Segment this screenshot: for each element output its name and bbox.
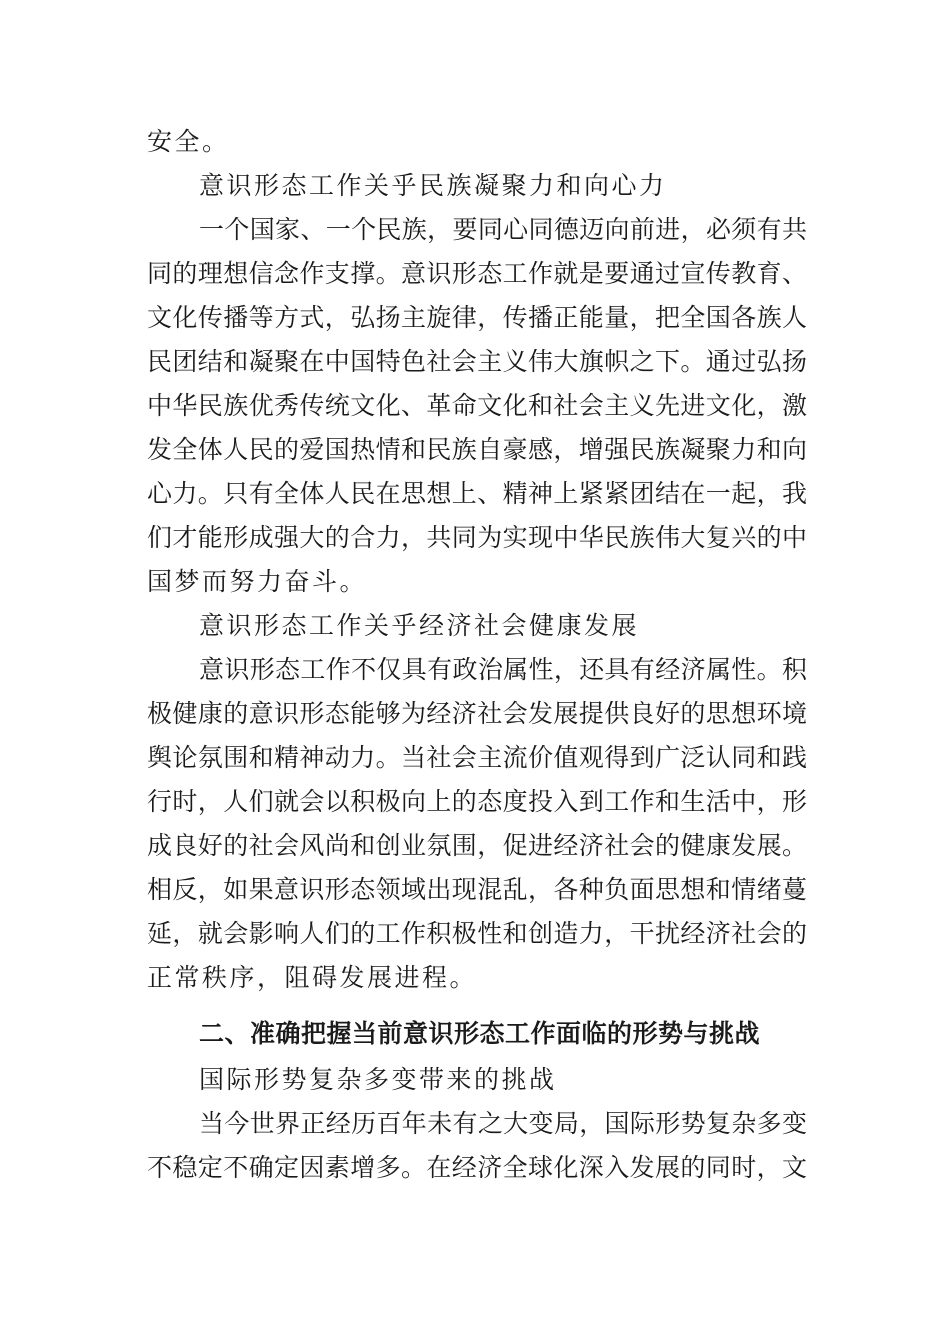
paragraph-line: 国梦而努力奋斗。	[147, 567, 368, 596]
section-heading: 二、准确把握当前意识形态工作面临的形势与挑战	[199, 1019, 761, 1048]
paragraph-line: 一个国家、一个民族，要同心同德迈向前进，必须有共	[199, 215, 807, 244]
paragraph-line: 正常秩序，阻碍发展进程。	[147, 963, 478, 992]
paragraph-line: 心力。只有全体人民在思想上、精神上紧紧团结在一起，我	[147, 479, 807, 508]
paragraph-line: 相反，如果意识形态领域出现混乱，各种负面思想和情绪蔓	[147, 875, 807, 904]
paragraph-line: 延，就会影响人们的工作积极性和创造力，干扰经济社会的	[147, 919, 807, 948]
paragraph-line: 文化传播等方式，弘扬主旋律，传播正能量，把全国各族人	[147, 303, 807, 332]
paragraph-line: 中华民族优秀传统文化、革命文化和社会主义先进文化，激	[147, 391, 807, 420]
paragraph-line: 民团结和凝聚在中国特色社会主义伟大旗帜之下。通过弘扬	[147, 347, 807, 376]
paragraph-line: 成良好的社会风尚和创业氛围，促进经济社会的健康发展。	[147, 831, 807, 860]
paragraph-line: 发全体人民的爱国热情和民族自豪感，增强民族凝聚力和向	[147, 435, 807, 464]
section-subheading: 意识形态工作关乎经济社会健康发展	[199, 611, 640, 640]
paragraph-line: 不稳定不确定因素增多。在经济全球化深入发展的同时，文	[147, 1153, 807, 1182]
paragraph-line: 极健康的意识形态能够为经济社会发展提供良好的思想环境	[147, 699, 807, 728]
section-subheading: 意识形态工作关乎民族凝聚力和向心力	[199, 171, 667, 200]
paragraph-line: 们才能形成强大的合力，共同为实现中华民族伟大复兴的中	[147, 523, 807, 552]
paragraph-line: 意识形态工作不仅具有政治属性，还具有经济属性。积	[199, 655, 807, 684]
paragraph-line: 舆论氛围和精神动力。当社会主流价值观得到广泛认同和践	[147, 743, 807, 772]
paragraph-line: 当今世界正经历百年未有之大变局，国际形势复杂多变	[199, 1109, 807, 1138]
section-subheading: 国际形势复杂多变带来的挑战	[199, 1065, 557, 1094]
paragraph-line: 安全。	[147, 127, 230, 156]
paragraph-line: 行时，人们就会以积极向上的态度投入到工作和生活中，形	[147, 787, 807, 816]
paragraph-line: 同的理想信念作支撑。意识形态工作就是要通过宣传教育、	[147, 259, 807, 288]
